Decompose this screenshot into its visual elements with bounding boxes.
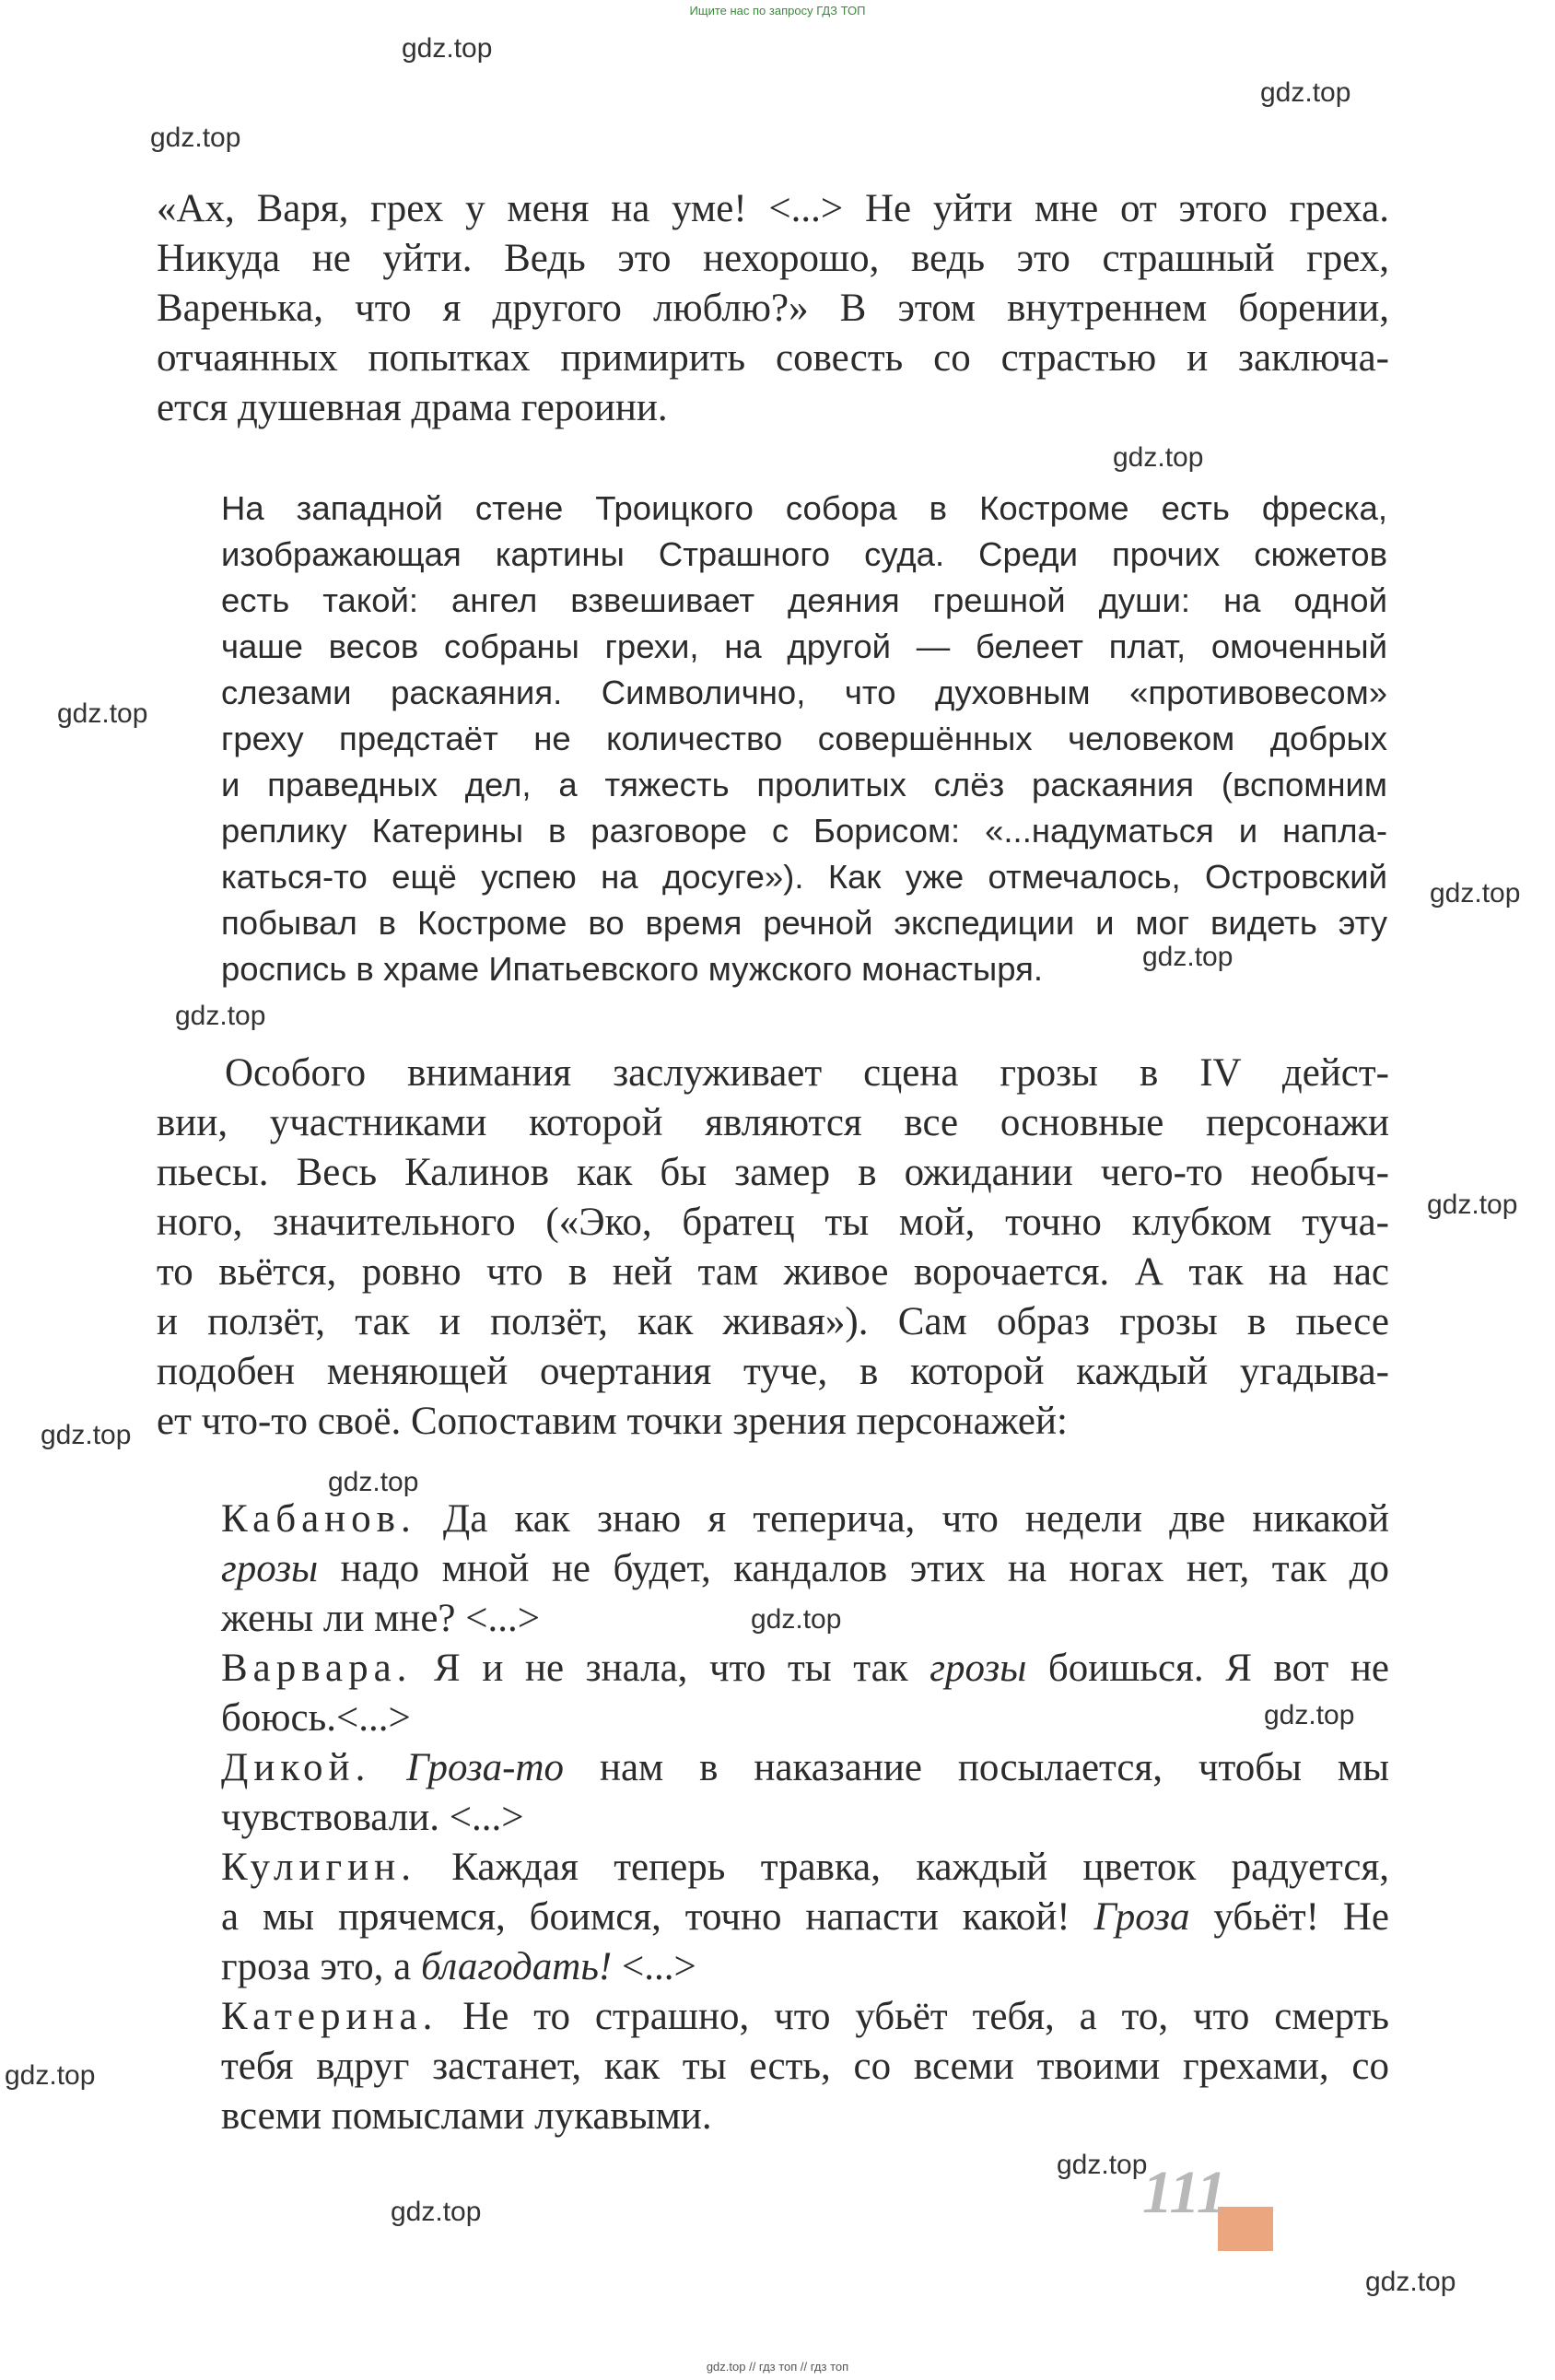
note-line: На западной стене Троицкого собора в Костроме есть фреска, — [221, 489, 1387, 527]
note-line: есть такой: ангел взвешивает деяния грешной души: на одной — [221, 581, 1387, 619]
dialog-line: чувствовали. <...> — [221, 1796, 524, 1839]
watermark: gdz.top — [1365, 2267, 1456, 2297]
watermark: gdz.top — [1113, 442, 1204, 473]
text-line: Особого внимания заслуживает сцена грозы в IV дейст- — [225, 1051, 1389, 1095]
dialog-line-kabanov: Кабанов. Да как знаю я теперича, что недели две никакой — [221, 1497, 1389, 1541]
watermark: gdz.top — [1430, 878, 1521, 909]
speaker-name: Кабанов. — [221, 1497, 416, 1541]
text-line: и ползёт, так и ползёт, как живая»). Сам образ грозы в пьесе — [157, 1300, 1389, 1343]
note-line: греху предстаёт не количество совершённых человеком добрых — [221, 720, 1387, 757]
speaker-name: Катерина. — [221, 1995, 438, 2038]
text-line: «Ах, Варя, грех у меня на уме! <...> Не уйти мне от этого греха. — [157, 187, 1389, 230]
dialog-line: грозы надо мной не будет, кандалов этих на ногах нет, так до — [221, 1547, 1389, 1590]
watermark: gdz.top — [41, 1420, 132, 1450]
dialog-line-kuligin: Кулигин. Каждая теперь травка, каждый цветок радуется, — [221, 1846, 1389, 1889]
fresco-note — [221, 486, 1387, 992]
note-line: реплику Катерины в разговоре с Борисом: «...надуматься и напла- — [221, 812, 1387, 850]
watermark: gdz.top — [1260, 77, 1351, 108]
text-line: Варенька, что я другого люблю?» В этом внутреннем борении, — [157, 287, 1389, 330]
watermark: gdz.top — [1057, 2150, 1148, 2180]
text-line: ет что-то своё. Сопоставим точки зрения персонажей: — [157, 1400, 1068, 1443]
watermark: gdz.top — [328, 1467, 419, 1497]
text-line: то вьётся, ровно что в ней там живое ворочается. А так на нас — [157, 1250, 1389, 1294]
text-line: пьесы. Весь Калинов как бы замер в ожидании чего-то необыч- — [157, 1151, 1389, 1194]
text-line: ется душевная драма героини. — [157, 386, 668, 429]
watermark: gdz.top — [175, 1001, 266, 1031]
speaker-name: Варвара. — [221, 1647, 413, 1690]
paragraph-storm-scene — [157, 1049, 1389, 1447]
dialog-line-dikoy: Дикой. Гроза-то нам в наказание посылается, чтобы мы — [221, 1746, 1389, 1789]
note-line: изображающая картины Страшного суда. Среди прочих сюжетов — [221, 535, 1387, 573]
text-line: Никуда не уйти. Ведь это нехорошо, ведь это страшный грех, — [157, 237, 1389, 280]
text-line: вии, участниками которой являются все основные персонажи — [157, 1101, 1389, 1144]
watermark: gdz.top — [391, 2197, 482, 2227]
watermark: gdz.top — [402, 33, 493, 64]
watermark: gdz.top — [1142, 942, 1233, 972]
watermark: gdz.top — [751, 1604, 842, 1635]
dialog-quotes — [221, 1495, 1389, 2141]
bottom-note: gdz.top // гдз топ // гдз топ — [706, 2360, 849, 2374]
watermark: gdz.top — [1427, 1190, 1518, 1220]
page-number: 111 — [1142, 2159, 1227, 2226]
dialog-line: а мы прячемся, боимся, точно напасти какой! Гроза убьёт! Не — [221, 1895, 1389, 1939]
text-line: подобен меняющей очертания туче, в которой каждый угадыва- — [157, 1350, 1389, 1393]
note-line: слезами раскаяния. Символично, что духовным «противовесом» — [221, 674, 1387, 711]
note-line: каться-то ещё успею на досуге»). Как уже отмечалось, Островский — [221, 858, 1387, 896]
speaker-name: Дикой. — [221, 1746, 371, 1789]
text-line: отчаянных попытках примирить совесть со страстью и заключа- — [157, 336, 1389, 380]
top-search-note: Ищите нас по запросу ГДЗ ТОП — [689, 4, 866, 18]
text-line: ного, значительного («Эко, братец ты мой, точно клубком туча- — [157, 1201, 1389, 1244]
note-line: чаше весов собраны грехи, на другой — белеет плат, омоченный — [221, 627, 1387, 665]
watermark: gdz.top — [57, 698, 148, 729]
dialog-line: жены ли мне? <...> — [221, 1597, 540, 1640]
dialog-line: тебя вдруг застанет, как ты есть, со всеми твоими грехами, со — [221, 2045, 1389, 2088]
watermark: gdz.top — [1264, 1700, 1355, 1730]
dialog-line: гроза это, а благодать! <...> — [221, 1945, 696, 1988]
watermark: gdz.top — [5, 2060, 96, 2091]
paragraph-katerina-quote — [157, 184, 1389, 433]
watermark: gdz.top — [150, 123, 241, 153]
note-line: побывал в Костроме во время речной экспедиции и мог видеть эту — [221, 904, 1387, 942]
dialog-line: всеми помыслами лукавыми. — [221, 2094, 712, 2138]
dialog-line-katerina: Катерина. Не то страшно, что убьёт тебя, а то, что смерть — [221, 1995, 1389, 2038]
note-line: и праведных дел, а тяжесть пролитых слёз раскаяния (вспомним — [221, 766, 1387, 803]
speaker-name: Кулигин. — [221, 1846, 416, 1889]
dialog-line-varvara: Варвара. Я и не знала, что ты так грозы боишься. Я вот не — [221, 1647, 1389, 1690]
note-line: роспись в храме Ипатьевского мужского монастыря. — [221, 950, 1044, 988]
dialog-line: боюсь.<...> — [221, 1696, 411, 1740]
